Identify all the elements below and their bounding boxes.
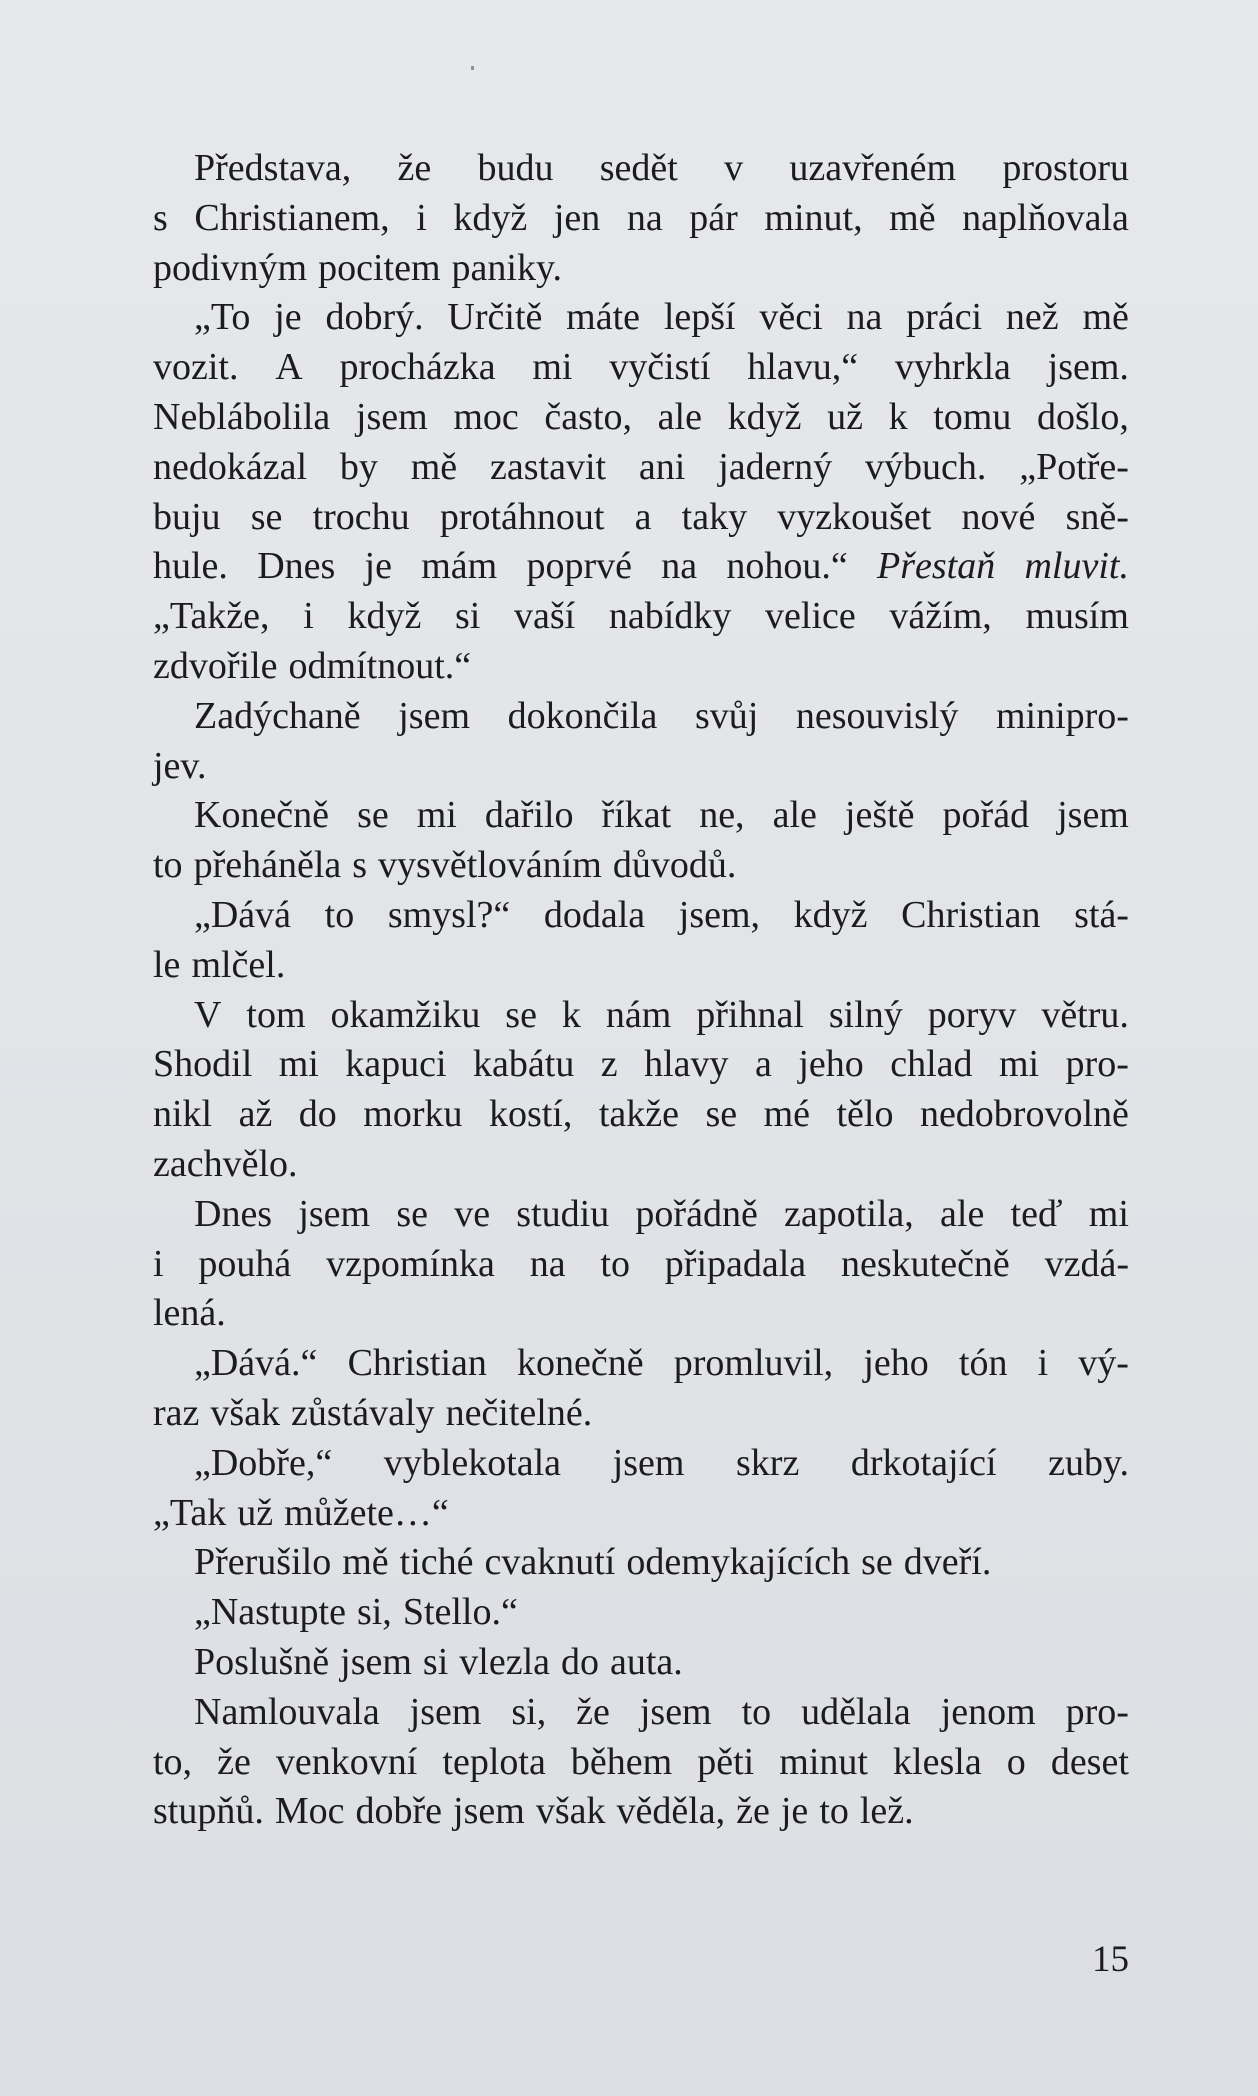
word: jsem [639,1690,712,1733]
word: to [153,844,183,887]
text-line [153,1289,1129,1339]
word: tomu [933,395,1012,438]
word: morku [363,1093,463,1136]
word: tiché [399,1541,474,1584]
word: „To [194,296,251,339]
word: hlavu,“ [747,346,859,389]
word: sně- [1065,495,1129,538]
word: minut [779,1740,868,1783]
word: Zadýchaně [194,694,361,737]
word: mi [1088,1192,1129,1235]
word: naplňovala [962,196,1129,239]
word: jsem [298,1192,371,1235]
word: vozit. [153,346,239,389]
text-line [153,592,1129,642]
word: k [888,395,908,438]
word: Shodil [153,1043,253,1086]
word: taky [681,495,748,538]
word: Přerušilo [194,1541,332,1584]
word: to, [153,1740,193,1783]
word: připadala [664,1242,807,1285]
word: nedobrovolně [919,1093,1129,1136]
text-line [153,1489,1129,1539]
word: nohou.“ [726,545,848,588]
word: tom [246,993,306,1036]
word: „Dobře,“ [194,1441,333,1484]
word: auta. [610,1640,683,1683]
word: to [819,1790,849,1833]
word: je [274,296,302,339]
word: skrz [736,1441,800,1484]
word: minut, [764,196,863,239]
word: pro- [1065,1690,1129,1733]
word: mé [763,1093,811,1136]
word: „Nastupte [194,1591,346,1634]
word: sedět [599,147,678,189]
word: na [661,545,698,588]
word: ve [454,1192,491,1235]
word: věci [759,296,823,339]
word: že [576,1690,610,1733]
word: buju [153,495,221,538]
text-line [153,1140,1129,1190]
word: vý- [1078,1342,1129,1385]
word: vyzkoušet [777,495,932,538]
word: když [793,893,868,936]
word: si [422,1640,449,1683]
word: „Dává.“ [194,1342,318,1385]
word: a [755,1043,772,1086]
word: nám [605,993,672,1036]
word: venkovní [275,1740,418,1783]
word: chlad [890,1043,973,1086]
word: Přestaň [877,545,996,588]
word: poprvé [526,545,632,588]
word: se [396,1192,428,1235]
word: vlezla [459,1640,550,1683]
word: máte [566,296,641,339]
word: Moc [274,1790,345,1833]
page-number: 15 [1092,1939,1129,1980]
word: „Potře- [1019,445,1129,488]
text-line [153,991,1129,1041]
word: když [347,595,422,638]
word: než [1005,296,1059,339]
text-line [153,941,1129,991]
word: ale [657,395,702,438]
word: ještě [844,794,915,837]
word: zuby. [1048,1441,1129,1484]
word: jsem [409,1690,482,1733]
word: pár [689,196,738,239]
word: mi [998,1043,1040,1086]
word: nikl [153,1093,213,1136]
word: dařilo [484,794,574,837]
word: na [529,1242,566,1285]
word: v [724,147,744,189]
word: konečně [517,1342,644,1385]
word: pro- [1065,1043,1129,1086]
word: prostoru [1002,147,1129,189]
word: jeho [798,1043,864,1086]
word: zůstávaly [291,1391,435,1434]
word: ale [940,1192,985,1235]
word: věděla, [616,1790,726,1833]
word: dobře [355,1790,443,1833]
paper-speck [471,66,474,70]
word: často, [544,395,632,438]
word: důvodů. [612,844,737,887]
text-line [153,293,1129,343]
word: moc [453,395,519,438]
word: mluvit. [1024,545,1129,588]
word: hule. [153,545,228,588]
word: došlo, [1037,395,1129,438]
word: jsem. [1047,346,1129,389]
word: Poslušně [194,1640,330,1683]
word: Konečně [194,794,330,837]
word: k [561,993,581,1036]
text-line [153,1688,1129,1738]
word: musím [1025,595,1129,638]
word: že [397,147,432,189]
word: mlčel. [191,943,286,986]
word: nedokázal [153,445,308,488]
word: jsem [355,395,428,438]
word: mě [342,1541,389,1584]
word: pocitem [318,246,441,289]
word: přeháněla [193,844,342,887]
text-line [153,1588,1129,1638]
word: jsem [398,694,471,737]
word: o [1006,1740,1026,1783]
text-line [153,1090,1129,1140]
word: Dnes [257,545,336,588]
text-line [153,542,1129,592]
body-text [153,144,1129,1837]
word: neskutečně [840,1242,1010,1285]
word: a [634,495,652,538]
text-line [153,1538,1129,1588]
word: takže [598,1093,679,1136]
word: uzavřeném [789,147,957,189]
word: deset [1050,1740,1129,1783]
word: tón [958,1342,1008,1385]
word: raz [153,1391,200,1434]
word: nesouvislý [795,694,959,737]
word: však [210,1391,281,1434]
text-line [153,1190,1129,1240]
word: vyhrkla [894,346,1011,389]
word: lež. [859,1790,914,1833]
word: když [727,395,802,438]
word: přihnal [696,993,804,1036]
word: tělo [836,1093,894,1136]
word: mám [421,545,498,588]
word: stupňů. [153,1790,264,1833]
text-line [153,742,1129,792]
word: jev. [153,744,207,787]
word: zachvělo. [153,1142,298,1185]
word: vaší [514,595,576,638]
word: zastavit [490,445,607,488]
word: mě [1082,296,1129,339]
word: Christian [901,893,1041,936]
word: i [416,196,427,239]
word: i [1037,1342,1049,1385]
word: vyblekotala [383,1441,562,1484]
word: jsem, [678,893,761,936]
word: z [600,1043,618,1086]
word: pěti [697,1740,755,1783]
word: le [153,943,181,986]
text-line [153,1339,1129,1389]
word: je [364,545,392,588]
word: okamžiku [330,993,481,1036]
word: práci [906,296,983,339]
text-line [153,791,1129,841]
word: jsem [340,1640,412,1683]
word: ne, [699,794,745,837]
word: nečitelné. [445,1391,593,1434]
word: to [600,1242,630,1285]
text-line [153,841,1129,891]
word: A [275,346,303,389]
word: by [339,445,378,488]
word: promluvil, [673,1342,834,1385]
word: že [736,1790,770,1833]
word: na [626,196,663,239]
word: V [194,993,222,1036]
text-line [153,194,1129,244]
word: můžete…“ [284,1491,449,1534]
word: udělala [801,1690,911,1733]
word: odemykajících [626,1541,851,1584]
word: s [153,196,168,239]
text-line [153,1787,1129,1837]
word: procházka [339,346,496,389]
word: stá- [1074,893,1129,936]
word: do [298,1093,337,1136]
text-line [153,1738,1129,1788]
word: říkat [601,794,672,837]
word: minipro- [995,694,1129,737]
word: teď [1010,1192,1063,1235]
word: trochu [312,495,410,538]
word: cvaknutí [484,1541,616,1584]
text-line [153,1040,1129,1090]
word: kapuci [345,1043,447,1086]
word: až [238,1093,273,1136]
word: Určitě [447,296,543,339]
word: mi [278,1043,319,1086]
word: jaderný [718,445,833,488]
word: je [780,1790,809,1833]
word: jsem [1057,794,1129,837]
word: jsem [453,1790,525,1833]
word: výbuch. [864,445,987,488]
word: i [303,595,314,638]
word: že [217,1740,251,1783]
word: jen [553,196,601,239]
word: na [846,296,883,339]
word: Představa, [194,147,352,189]
word: kabátu [473,1043,575,1086]
word: vysvětlováním [378,844,602,887]
text-line [153,1389,1129,1439]
word: se [861,1541,893,1584]
text-line [153,642,1129,692]
word: smysl?“ [387,893,511,936]
word: během [570,1740,673,1783]
word: už [827,395,863,438]
word: dobrý. [325,296,424,339]
word: dveří. [903,1541,992,1584]
word: „Dává [194,893,292,936]
word: lená. [153,1292,226,1335]
word: „Takže, [153,595,270,638]
word: si, [356,1591,392,1634]
word: mě [889,196,936,239]
word: pouhá [198,1242,292,1285]
word: jeho [863,1342,929,1385]
text-line [153,244,1129,294]
word: si [454,595,481,638]
text-line [153,144,1129,194]
word: silný [828,993,903,1036]
word: do [561,1640,599,1683]
word: pořád [942,794,1030,837]
word: jsem [612,1441,685,1484]
word: to [741,1690,772,1733]
word: se [250,495,283,538]
word: větru. [1041,993,1129,1036]
word: mi [416,794,457,837]
word: mě [410,445,458,488]
text-line [153,443,1129,493]
text-line [153,1240,1129,1290]
word: Dnes [194,1192,273,1235]
word: kostí, [488,1093,573,1136]
text-line [153,692,1129,742]
word: dokončila [507,694,658,737]
word: teplota [442,1740,546,1783]
word: Namlouvala [194,1690,380,1733]
word: nové [961,495,1036,538]
word: i [153,1242,164,1285]
word: podivným [153,246,308,289]
word: si, [511,1690,547,1733]
word: Stello.“ [402,1591,518,1634]
word: poryv [927,993,1017,1036]
word: hlavy [644,1043,729,1086]
word: Christian [347,1342,487,1385]
word: zdvořile [153,644,278,687]
word: drkotající [850,1441,997,1484]
word: jenom [940,1690,1036,1733]
word: Neblábolila [153,395,331,438]
word: vzdá- [1044,1242,1129,1285]
word: nabídky [608,595,732,638]
word: odmítnout.“ [288,644,472,687]
word: však [535,1790,606,1833]
word: ani [638,445,686,488]
word: s [352,844,368,887]
text-line [153,1638,1129,1688]
text-line [153,1439,1129,1489]
word: studiu [516,1192,610,1235]
word: se [357,794,389,837]
word: vzpomínka [326,1242,495,1285]
word: klesla [893,1740,982,1783]
word: se [505,993,537,1036]
word: mi [532,346,573,389]
text-line [153,493,1129,543]
word: protáhnout [439,495,605,538]
word: Christianem, [194,196,390,239]
word: už [237,1491,274,1534]
word: „Tak [153,1491,227,1534]
word: pořádně [635,1192,758,1235]
word: vážím, [889,595,992,638]
word: ale [772,794,817,837]
word: se [705,1093,738,1136]
text-line [153,343,1129,393]
word: to [324,893,355,936]
word: dodala [543,893,646,936]
word: budu [477,147,554,189]
word: velice [765,595,856,638]
text-line [153,393,1129,443]
word: zapotila, [784,1192,914,1235]
text-line [153,891,1129,941]
word: lepší [663,296,736,339]
word: když [453,196,528,239]
word: paniky. [451,246,562,289]
word: svůj [694,694,759,737]
word: vyčistí [609,346,711,389]
